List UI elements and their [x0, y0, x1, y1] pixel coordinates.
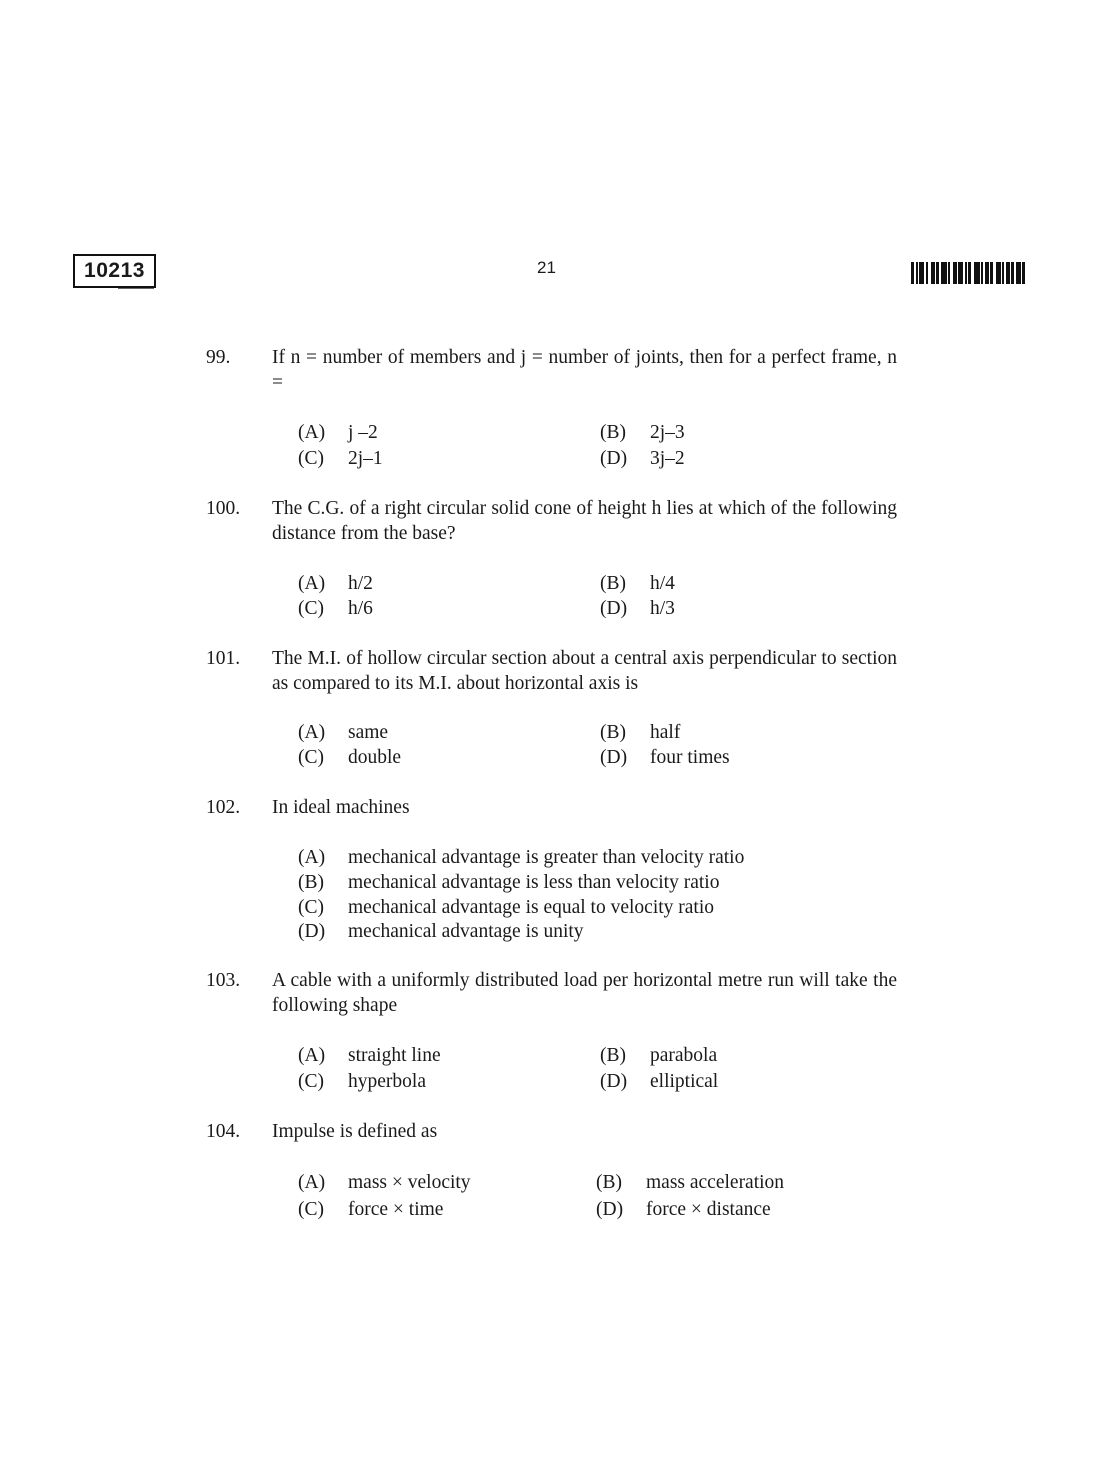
- option-text: parabola: [650, 1045, 718, 1066]
- question-text: A cable with a uniformly distributed load per horizontal metre run will take the following shape: [272, 970, 897, 1016]
- option-b: [600, 1043, 717, 1068]
- option-a: [298, 571, 373, 596]
- option-text: h/2: [348, 573, 373, 594]
- option-label: (A): [298, 722, 326, 743]
- option-label: (A): [298, 1045, 326, 1066]
- option-text: mass acceleration: [646, 1172, 785, 1193]
- option-c: [298, 745, 401, 770]
- option-text: four times: [650, 747, 730, 768]
- option-text: mechanical advantage is unity: [348, 921, 584, 942]
- question-number: 102.: [206, 797, 241, 818]
- option-label: (B): [600, 1045, 626, 1066]
- option-text: mechanical advantage is less than velocity ratio: [348, 872, 720, 893]
- option-d: [600, 446, 685, 471]
- option-label: (D): [600, 1071, 628, 1092]
- option-text: double: [348, 747, 402, 768]
- option-text: mechanical advantage is equal to velocity ratio: [348, 897, 715, 918]
- option-b: [596, 1170, 784, 1195]
- option-text: half: [650, 722, 681, 743]
- paper-code: 10213: [84, 259, 145, 282]
- option-a: [298, 720, 388, 745]
- code-box-underline: [118, 288, 154, 289]
- option-d: [298, 919, 584, 944]
- question-number: 101.: [206, 648, 241, 669]
- question-text: If n = number of members and j = number of joints, then for a perfect frame, n =: [272, 347, 897, 393]
- option-d: [600, 1069, 718, 1094]
- option-label: (C): [298, 897, 324, 918]
- question-number: 104.: [206, 1121, 241, 1142]
- option-text: mass × velocity: [348, 1172, 471, 1193]
- option-label: (B): [600, 422, 626, 443]
- question-text: In ideal machines: [272, 797, 410, 818]
- option-label: (D): [596, 1199, 624, 1220]
- option-label: (D): [298, 921, 326, 942]
- option-text: straight line: [348, 1045, 441, 1066]
- question-text: Impulse is defined as: [272, 1121, 438, 1142]
- option-label: (D): [600, 747, 628, 768]
- option-c: [298, 1197, 443, 1222]
- option-d: [600, 596, 675, 621]
- option-text: h/6: [348, 598, 373, 619]
- option-c: [298, 1069, 426, 1094]
- option-text: same: [348, 722, 389, 743]
- option-label: (B): [596, 1172, 622, 1193]
- option-text: force × time: [348, 1199, 444, 1220]
- option-label: (C): [298, 448, 324, 469]
- option-b: [600, 720, 680, 745]
- option-label: (A): [298, 1172, 326, 1193]
- option-text: 2j–3: [650, 422, 685, 443]
- option-label: (B): [600, 573, 626, 594]
- barcode-image: [911, 262, 1025, 284]
- option-d: [596, 1197, 771, 1222]
- option-b: [600, 420, 685, 445]
- option-label: (A): [298, 422, 326, 443]
- option-a: [298, 1043, 441, 1068]
- option-label: (C): [298, 747, 324, 768]
- option-c: [298, 596, 373, 621]
- option-label: (A): [298, 847, 326, 868]
- option-label: (C): [298, 598, 324, 619]
- option-text: force × distance: [646, 1199, 771, 1220]
- option-text: j –2: [348, 422, 378, 443]
- option-text: h/4: [650, 573, 675, 594]
- option-text: 3j–2: [650, 448, 685, 469]
- option-label: (A): [298, 573, 326, 594]
- question-text: The C.G. of a right circular solid cone of height h lies at which of the following distance from the base?: [272, 498, 897, 544]
- option-b: [298, 870, 719, 895]
- question-number: 99.: [206, 347, 231, 368]
- option-text: 2j–1: [348, 448, 383, 469]
- question-number: 103.: [206, 970, 241, 991]
- option-c: [298, 895, 714, 920]
- option-text: h/3: [650, 598, 675, 619]
- option-label: (D): [600, 598, 628, 619]
- paper-code-box: [73, 254, 156, 288]
- option-text: hyperbola: [348, 1071, 426, 1092]
- question-text: The M.I. of hollow circular section about a central axis perpendicular to section as compared to its M.I. about horizontal axis is: [272, 648, 897, 694]
- option-label: (C): [298, 1071, 324, 1092]
- option-a: [298, 845, 744, 870]
- option-d: [600, 745, 730, 770]
- question-number: 100.: [206, 498, 241, 519]
- page-number: 21: [537, 258, 556, 277]
- option-text: elliptical: [650, 1071, 719, 1092]
- option-label: (C): [298, 1199, 324, 1220]
- option-text: mechanical advantage is greater than velocity ratio: [348, 847, 745, 868]
- option-label: (B): [600, 722, 626, 743]
- option-label: (B): [298, 872, 324, 893]
- option-label: (D): [600, 448, 628, 469]
- option-b: [600, 571, 675, 596]
- option-a: [298, 420, 378, 445]
- option-c: [298, 446, 383, 471]
- option-a: [298, 1170, 471, 1195]
